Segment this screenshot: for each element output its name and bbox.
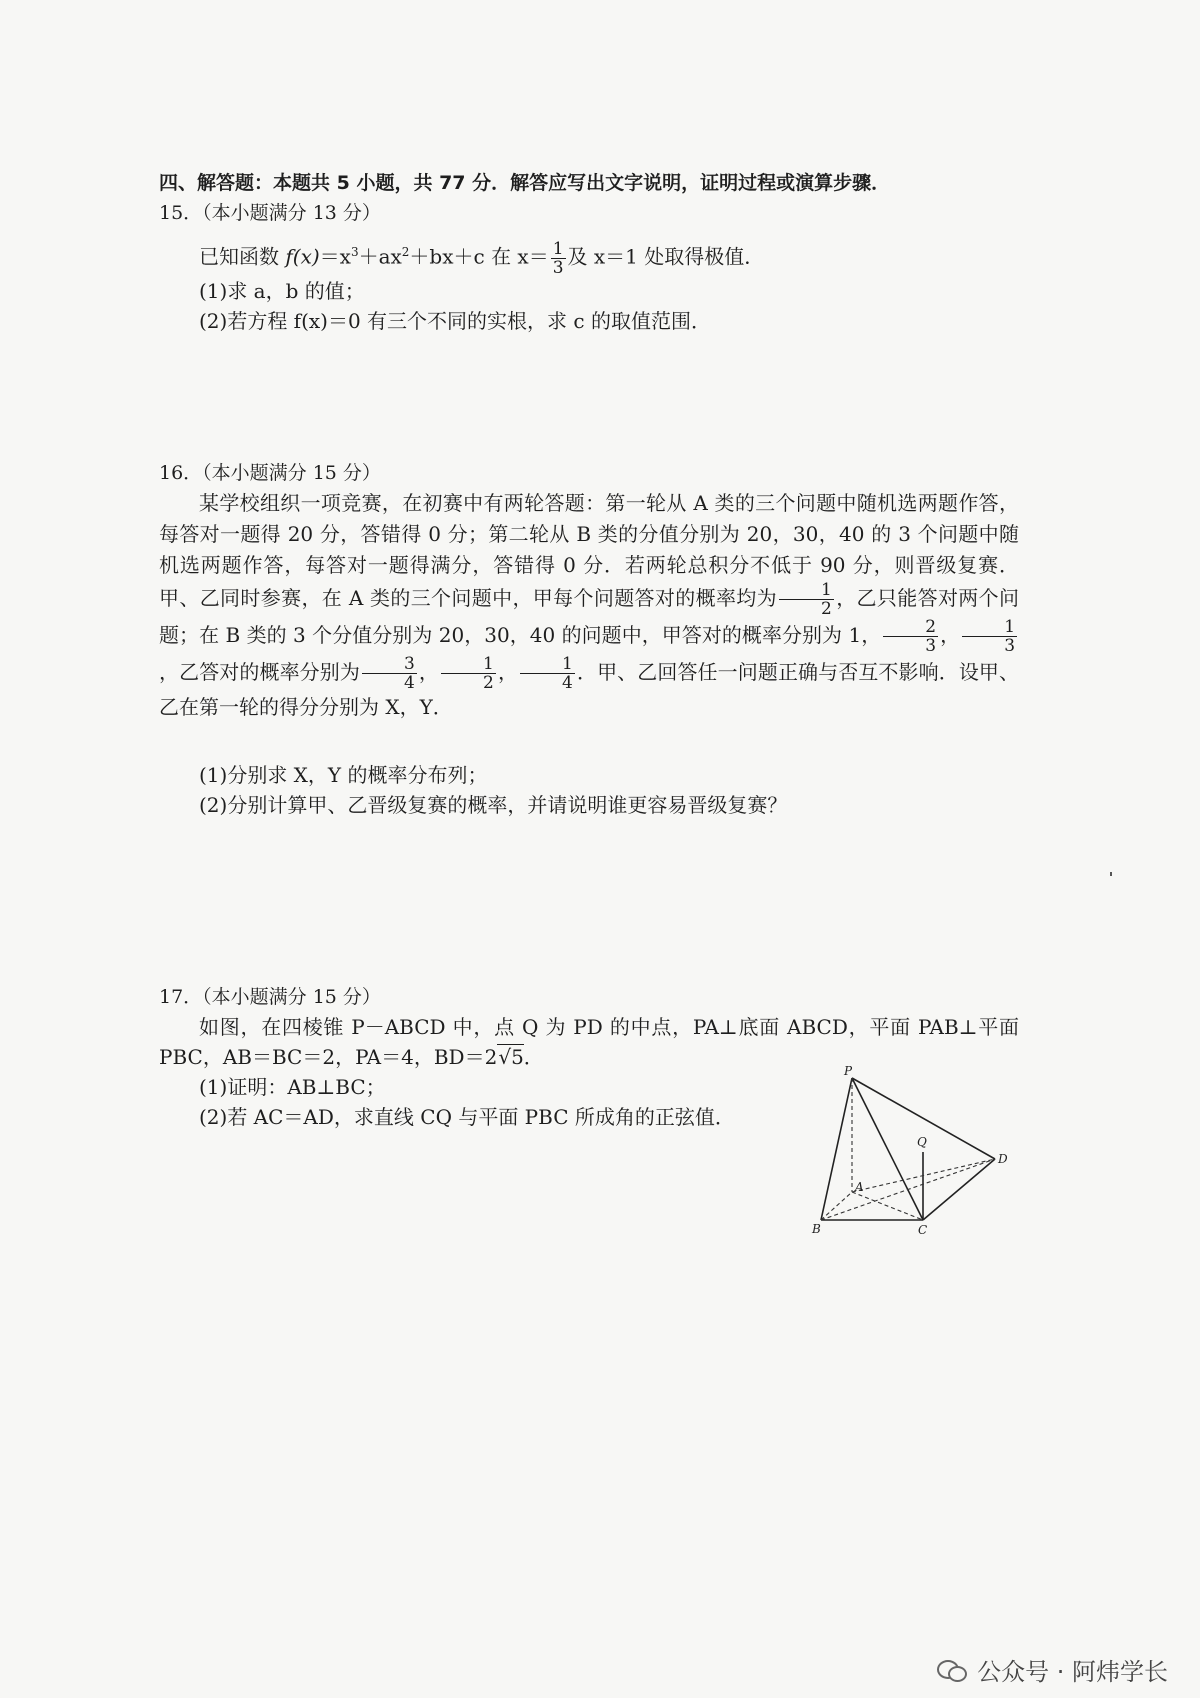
edge-cd (923, 1159, 995, 1220)
label-d: D (998, 1152, 1008, 1166)
label-c: C (918, 1223, 928, 1237)
q17-statement: 如图，在四棱锥 P－ABCD 中，点 Q 为 PD 的中点，PA⊥底面 ABCD，平面 PAB⊥平面 PBC，AB＝BC＝2，PA＝4，BD＝2√5． (159, 1015, 1019, 1069)
fraction-half: $\frac{1}{2}$ (779, 581, 834, 618)
q16-header: 16．（本小题满分 15 分） (159, 462, 381, 484)
q15-header: 15．（本小题满分 13 分） (159, 202, 381, 224)
fraction-one-half-b: $\frac{1}{2}$ (441, 655, 496, 692)
sqrt-five: √5 (498, 1045, 524, 1069)
fraction-one-quarter: $\frac{1}{4}$ (520, 655, 575, 692)
scan-speck (1110, 872, 1112, 876)
q17-sub1: (1)证明：AB⊥BC； (199, 1075, 386, 1099)
q15-sub1: (1)求 a，b 的值； (199, 279, 365, 303)
fraction-one-third: $\frac{1}{3}$ (552, 238, 564, 278)
q16-sub1: (1)分别求 X，Y 的概率分布列； (199, 763, 488, 787)
q16-sub2: (2)分别计算甲、乙晋级复赛的概率，并请说明谁更容易晋级复赛？ (199, 793, 788, 817)
q15-statement: 已知函数 $f(x)=x^3+ax^2+bx+c$ 在 x＝ $\frac{1}{3}$ 及 x＝1 处取得极值． (199, 238, 765, 278)
wechat-icon (937, 1658, 967, 1682)
label-p: P (844, 1064, 853, 1078)
fraction-three-quarters: $\frac{3}{4}$ (362, 655, 417, 692)
fraction-two-thirds: $\frac{2}{3}$ (883, 618, 938, 655)
watermark-footer (937, 1652, 1168, 1687)
q17-sub2: (2)若 AC＝AD，求直线 CQ 与平面 PBC 所成角的正弦值． (199, 1105, 735, 1129)
label-q: Q (917, 1135, 927, 1149)
q17-header: 17．（本小题满分 15 分） (159, 986, 381, 1008)
pyramid-figure (805, 1060, 1020, 1238)
fraction-one-third-b: $\frac{1}{3}$ (962, 618, 1017, 655)
edge-pc (852, 1078, 923, 1220)
q15-sub2: (2)若方程 f(x)＝0 有三个不同的实根，求 c 的取值范围． (199, 309, 711, 333)
pyramid-diagram (805, 1060, 1020, 1238)
q16-statement: 某学校组织一项竞赛，在初赛中有两轮答题：第一轮从 A 类的三个问题中随机选两题作答，每答对一题得 20 分，答错得 0 分；第二轮从 B 类的分值分别为 20，30，40 的 3 个问题中随机选两题作答，每答对一题得满分，答错得 0 分．若两轮总积分不低于 90 分，则晋级复赛．甲、乙同时参赛，在 A 类的三个问题中，甲每个问题答对的概率均为 $\frac{1}{2}$ ，乙只能答对两个问题；在 B 类的 3 个分值分别为 20，30，40 的问题中，甲答对的概率分别为 1， $\frac{2}{3}$ ， $\frac{1}{3}$ ，乙答对的概率分别为 $\frac{3}{4}$ ， $\frac{1}{2}$ ， $\frac{1}{4}$ ．甲、乙回答任一问题正确与否互不影响．设甲、乙在第一轮的得分分别为 X，Y． (159, 491, 1020, 719)
label-b: B (812, 1222, 821, 1236)
diagonal-bd (821, 1159, 995, 1220)
section-heading: 四、解答题：本题共 5 小题，共 77 分．解答应写出文字说明，证明过程或演算步骤． (159, 172, 891, 194)
edge-pb (821, 1078, 852, 1220)
watermark-text: 公众号 · 阿炜学长 (977, 1658, 1168, 1686)
label-a: A (855, 1180, 864, 1194)
